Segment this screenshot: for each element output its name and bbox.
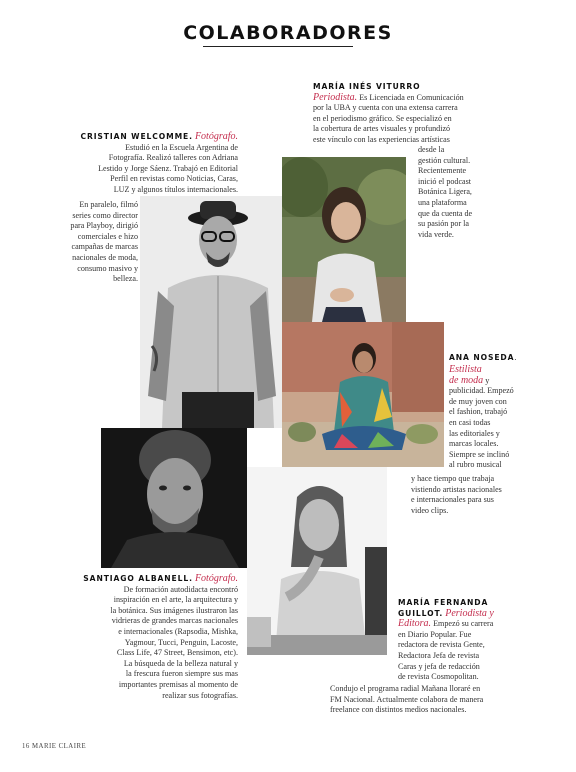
magazine-name: MARIE CLAIRE: [32, 743, 87, 750]
contributor-name: MARÍA INÉS VITURRO: [313, 82, 421, 91]
page-title: COLABORADORES: [183, 22, 393, 44]
page-footer: [22, 743, 86, 750]
contributor-role: Periodista y: [445, 607, 494, 619]
bio-maria-ines-viturro-wrap: desde la gestión cultural. Recientemente inició el podcast Botánica Ligera, una plataforma que da cuenta de su pasión por la vida verde.: [418, 145, 473, 239]
title-underline: [203, 46, 353, 47]
photo-maria-ines-viturro: [282, 157, 406, 322]
contributor-role: Periodista.: [313, 91, 358, 103]
contributor-name: SANTIAGO ALBANELL.: [83, 574, 193, 583]
contributor-name: ANA NOSEDA: [449, 353, 515, 362]
photo-santiago-albanell: [101, 428, 247, 568]
bio-cristian-welcomme: CRISTIAN WELCOMME. Fotógrafo. Estudió en la Escuela Argentina de Fotografía. Realizó talleres con Adriana Lestido y Jorge Sáenz. Trabajó en Editorial Perfil en revistas como Noticias, Caras, LUZ y algunos títulos internacionales.: [80, 131, 238, 194]
bio-maria-ines-viturro: MARÍA INÉS VITURRO Periodista. Es Licenciada en Comunicación por la UBA y cuenta con una extensa carrera en el periodismo gráfico. Se especializó en la cobertura de artes visuales y profundizó este vínculo con las experiencias artísticas: [313, 82, 464, 144]
bio-maria-fernanda-guillot-wrap: Condujo el programa radial Mañana lloraré en FM Nacional. Actualmente colabora de manera freelance con distintos medios nacionales.: [330, 684, 484, 715]
bio-santiago-albanell: SANTIAGO ALBANELL. Fotógrafo. De formación autodidacta encontró inspiración en el arte, la arquitectura y la botánica. Sus imágenes ilustraron las vidrieras de grandes marcas nacionales e internacionales (Rapsodia, Mishka, Yagmour, Tucci, Penguin, Lacoste, Class Life, 47 Street, Bensimon, etc). La búsqueda de la belleza natural y la frescura fueron siempre sus mas importantes premisas al momento de realizar sus fotografías.: [83, 573, 238, 700]
bio-ana-noseda: ANA NOSEDA. Estilista de moda y publicidad. Empezó de muy joven con el fashion, trabajó en casi todas las editoriales y marcas locales. Siempre se inclinó al rubro musical: [449, 353, 549, 471]
photo-ana-noseda: [282, 322, 444, 467]
photo-maria-fernanda-guillot: [247, 467, 387, 655]
contributor-role: Fotógrafo.: [194, 573, 238, 584]
photo-cristian-welcomme: [140, 196, 282, 428]
contributor-name: MARÍA FERNANDA: [398, 598, 489, 607]
page-number: 16: [22, 743, 30, 750]
bio-maria-fernanda-guillot: MARÍA FERNANDA GUILLOT. Periodista y Editora. Empezó su carrera en Diario Popular. Fue redactora de revista Gente, Redactora Jefa de revista Caras y jefa de redacción de revista Cosmopolitan.: [398, 598, 538, 683]
contributor-name: CRISTIAN WELCOMME.: [80, 132, 193, 141]
contributor-role: Fotógrafo.: [194, 131, 238, 142]
contributor-role: Estilista: [449, 363, 482, 375]
bio-ana-noseda-wrap: y hace tiempo que trabaja vistiendo artistas nacionales e internacionales para sus video clips.: [411, 474, 502, 515]
bio-cristian-welcomme-wrap: En paralelo, filmó series como director para Playboy, dirigió comerciales e hizo campañas de marcas nacionales de moda, consumo masivo y belleza.: [70, 200, 138, 284]
